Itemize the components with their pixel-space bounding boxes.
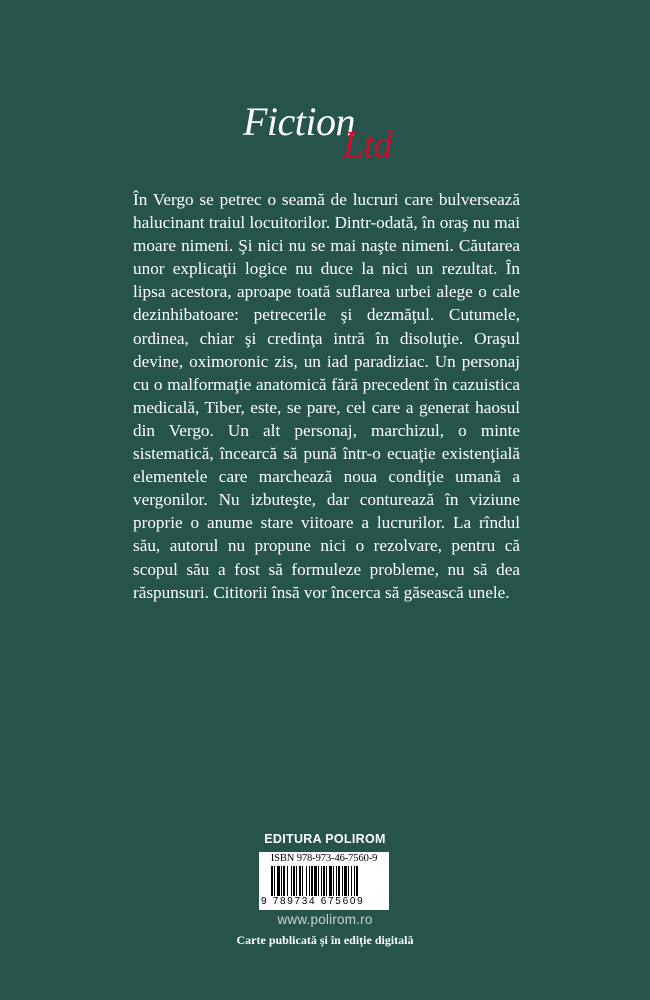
barcode-bar xyxy=(338,866,340,896)
barcode-bar xyxy=(309,866,310,896)
fiction-ltd-logo xyxy=(243,100,413,172)
barcode-bar xyxy=(351,866,352,896)
book-blurb: În Vergo se petrec o seamă de lucruri care bulversează halucinant traiul locuitorilor. Dintr-odată, în oraş nu mai moare nimeni. Şi nici nu se mai naşte nimeni. Căutarea unor explicaţii logice nu duce la nici un rezultat. În lipsa acestora, aproape toată suflarea urbei alege o cale dezinhibatoare: petrecerile şi dezmăţul. Cutumele, ordinea, chiar şi credinţa intră în disoluţie. Oraşul devine, oximoronic zis, un iad paradiziac. Un personaj cu o malformaţie anatomică fără precedent în cazuistica medicală, Tiber, este, se pare, cel care a generat haosul din Vergo. Un alt personaj, marchizul, o minte sistematică, încearcă să pună într-o ecuaţie existenţială elementele care marchează noua condiţie umană a vergonilor. Nu izbuteşte, dar conturează în viziune proprie o anume stare viitoare a lucrurilor. La rîndul său, autorul nu propune nici o rezolvare, pentru că scopul său a fost să formuleze probleme, nu să dea răspunsuri. Cititorii însă vor încerca să găsească unele. xyxy=(133,190,520,602)
barcode-bar xyxy=(344,866,347,896)
barcode-digits: 9 789734 675609 xyxy=(261,896,365,907)
barcode-bar xyxy=(293,866,295,896)
barcode-bar xyxy=(274,866,275,896)
barcode-bar xyxy=(329,866,332,896)
publisher-website[interactable]: www.polirom.ro xyxy=(277,912,373,927)
barcode-bar xyxy=(342,866,343,896)
digital-edition-note: Carte publicată şi în ediţie digitală xyxy=(236,933,414,947)
barcode-bar xyxy=(336,866,337,896)
barcode-bar xyxy=(287,866,288,896)
barcode-bar xyxy=(348,866,349,896)
barcode-bar xyxy=(354,866,355,896)
barcode-bar xyxy=(281,866,282,896)
barcode-bar xyxy=(277,866,280,896)
barcode-bar xyxy=(323,866,325,896)
logo-word-fiction: Fiction xyxy=(243,99,356,144)
barcode-bar xyxy=(314,866,317,896)
isbn-barcode xyxy=(259,852,389,910)
barcode-bar xyxy=(356,866,358,896)
barcode-bars xyxy=(271,866,385,896)
barcode-bar xyxy=(299,866,301,896)
barcode-bar xyxy=(296,866,297,896)
barcode-bar xyxy=(326,866,327,896)
barcode-bar xyxy=(302,866,303,896)
barcode-bar xyxy=(311,866,313,896)
isbn-number: ISBN 978-973-46-7560-9 xyxy=(270,853,378,864)
barcode-bar xyxy=(318,866,319,896)
barcode-bar xyxy=(291,866,292,896)
barcode-bar xyxy=(306,866,307,896)
publisher-name: EDITURA POLIROM xyxy=(264,832,386,846)
barcode-bar xyxy=(283,866,285,896)
barcode-bar xyxy=(333,866,334,896)
barcode-bar xyxy=(271,866,273,896)
barcode-bar xyxy=(321,866,322,896)
logo-word-ltd: Ltd xyxy=(343,124,393,166)
